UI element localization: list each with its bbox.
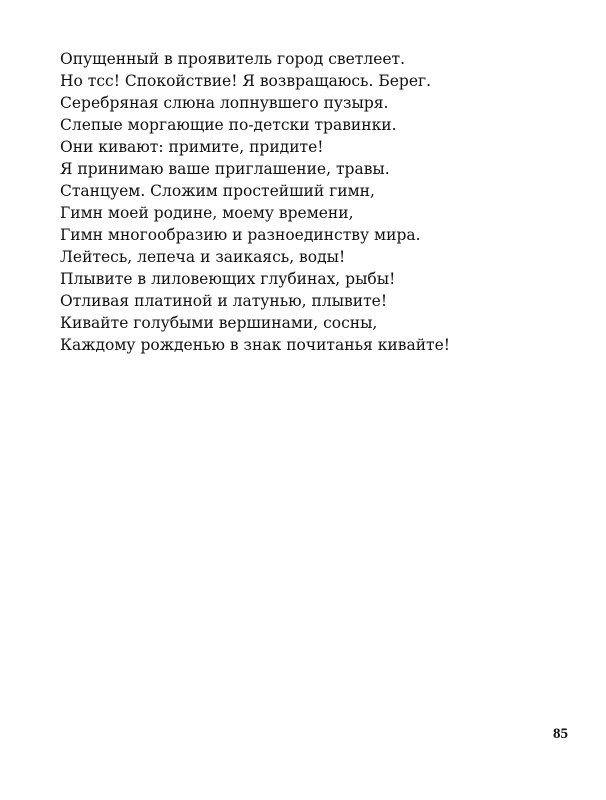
- poem-line: Отливая платиной и латунью, плывите!: [60, 292, 388, 310]
- poem-line: Но тсс! Спокойствие! Я возвращаюсь. Берег.: [60, 72, 432, 90]
- page-number: 85: [553, 726, 568, 742]
- poem-line: Гимн моей родине, моему времени,: [60, 204, 354, 222]
- poem-text: [60, 48, 580, 356]
- poem-line: Плывите в лиловеющих глубинах, рыбы!: [60, 270, 396, 288]
- poem-line: Я принимаю ваше приглашение, травы.: [60, 160, 390, 178]
- poem-line: Лейтесь, лепеча и заикаясь, воды!: [60, 248, 346, 266]
- poem-line: Каждому рожденью в знак почитанья кивайте!: [60, 336, 451, 354]
- poem-line: Опущенный в проявитель город светлеет.: [60, 50, 406, 68]
- poem-line: Серебряная слюна лопнувшего пузыря.: [60, 94, 389, 112]
- poem-line: Гимн многообразию и разноединству мира.: [60, 226, 421, 244]
- poem-line: Они кивают: примите, придите!: [60, 138, 324, 156]
- poem-line: Кивайте голубыми вершинами, сосны,: [60, 314, 378, 332]
- poem-line: Станцуем. Сложим простейший гимн,: [60, 182, 375, 200]
- poem-line: Слепые моргающие по-детски травинки.: [60, 116, 397, 134]
